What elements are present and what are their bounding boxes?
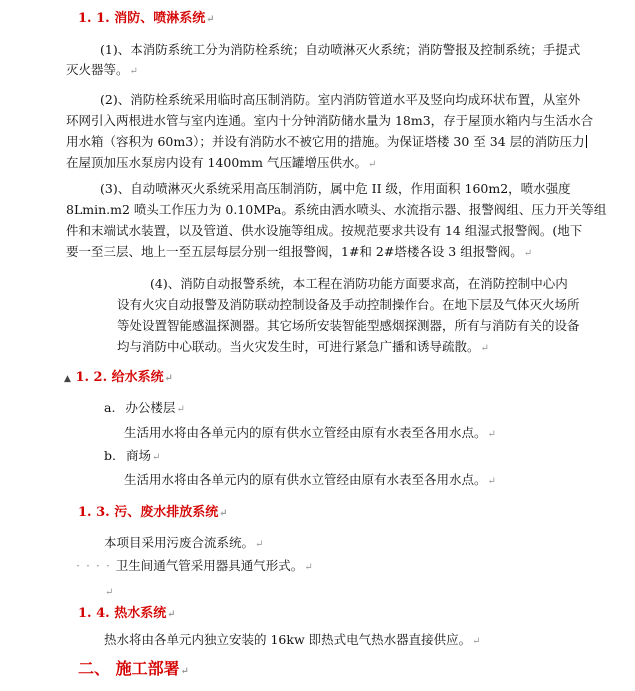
empty-paragraph (104, 583, 113, 601)
section-title: 热水系统 (114, 606, 167, 621)
list-item-a (104, 400, 185, 418)
paragraph-mark-icon: ↵ (105, 587, 114, 598)
paragraph-line: 热水将由各单元内独立安装的 16kw 即热式电气热水器直接供应。↵ (104, 632, 481, 647)
list-title: 办公楼层 (125, 400, 176, 415)
section-heading-1-3 (78, 505, 228, 522)
section-heading-1-1 (78, 11, 215, 28)
paragraph-mark-icon: ↵ (367, 159, 377, 170)
list-title: 商场 (125, 448, 151, 463)
list-label: a. (104, 400, 116, 415)
section-heading-2 (78, 659, 189, 682)
paragraph-mark-icon: ↵ (219, 508, 228, 519)
paragraph-mark-icon: ↵ (472, 636, 481, 647)
paragraph-line: 灭火器等。↵ (66, 62, 138, 77)
paragraph-line: 均与消防中心联动。当火灾发生时，可进行紧急广播和诱导疏散。↵ (117, 339, 489, 354)
list-item-b (104, 448, 160, 466)
paragraph-line: (1)、本消防系统工分为消防栓系统；自动喷淋灭火系统；消防警报及控制系统；手提式 (100, 42, 581, 57)
paragraph-line: · · · · 卫生间通气管采用器具通气形式。↵ (76, 558, 313, 573)
paragraph-line: 8Lmin.m2 喷头工作压力为 0.10MPa。系统由洒水喷头、水流指示器、报警阀组、压力开关等组 (66, 202, 607, 217)
section-number: 二、 (78, 659, 111, 678)
paragraph-line: (3)、自动喷淋灭火系统采用高压制消防，属中危 II 级，作用面积 160m2，喷水强度 (100, 181, 571, 196)
paragraph-line: 等处设置智能感温探测器。其它场所安装智能型感烟探测器，所有与消防有关的设备 (117, 318, 580, 333)
paragraph-mark-icon: ↵ (487, 429, 496, 440)
paragraph-line: 环网引入两根进水管与室内连通。室内十分钟消防储水量为 18m3，存于屋顶水箱内与生活水合 (66, 113, 594, 128)
paragraph-mark-icon: ↵ (176, 404, 185, 415)
paragraph-mark-icon: ↵ (304, 562, 313, 573)
section-title: 污、废水排放系统 (114, 505, 219, 520)
paragraph-line: 本项目采用污废合流系统。↵ (104, 535, 264, 550)
paragraph-mark-icon: ↵ (151, 452, 161, 463)
paragraph-mark-icon: ↵ (255, 539, 264, 550)
paragraph-line: 生活用水将由各单元内的原有供水立管经由原有水表至各用水点。↵ (124, 425, 496, 440)
paragraph-line: (4)、消防自动报警系统，本工程在消防功能方面要求高，在消防控制中心内 (150, 276, 568, 291)
section-number: 1. 4. (78, 606, 110, 621)
section-title: 施工部署 (115, 659, 180, 678)
section-title: 给水系统 (111, 370, 164, 385)
section-title: 消防、喷淋系统 (114, 11, 206, 26)
section-number: 1. 3. (78, 505, 110, 520)
section-heading-1-4 (78, 606, 176, 623)
paragraph-mark-icon: ↵ (480, 343, 489, 354)
paragraph-mark-icon: ↵ (167, 609, 176, 620)
paragraph-line: (2)、消防栓系统采用临时高压制消防。室内消防管道水平及竖向均成环状布置，从室外 (100, 92, 581, 107)
text-cursor (586, 135, 587, 148)
paragraph-mark-icon: ↵ (129, 66, 138, 77)
paragraph-line: 件和末端试水装置，以及管道、供水设施等组成。按规范要求共设有 14 组湿式报警阀。(地下 (66, 223, 583, 238)
collapse-triangle-icon[interactable]: ▲ (64, 374, 71, 384)
paragraph-mark-icon: ↵ (164, 373, 174, 384)
paragraph-mark-icon: ↵ (180, 666, 189, 677)
section-number: 1. 2. (75, 370, 108, 385)
paragraph-mark-icon: ↵ (206, 14, 215, 25)
paragraph-line: 用水箱（容积为 60m3）；并设有消防水不被它用的措施。为保证塔楼 30 至 34 层的消防压力 (66, 134, 585, 149)
list-label: b. (104, 448, 116, 463)
section-number: 1. 1. (78, 11, 110, 26)
paragraph-line: 在屋顶加压水泵房内设有 1400mm 气压罐增压供水。↵ (66, 155, 377, 170)
paragraph-mark-icon: ↵ (523, 248, 533, 259)
paragraph-line: 要一至三层、地上一至五层每层分别一组报警阀，1#和 2#塔楼各设 3 组报警阀。↵ (66, 244, 533, 259)
paragraph-mark-icon: ↵ (487, 476, 496, 487)
paragraph-line: 设有火灾自动报警及消防联动控制设备及手动控制操作台。在地下层及气体灭火场所 (117, 297, 580, 312)
paragraph-line: 生活用水将由各单元内的原有供水立管经由原有水表至各用水点。↵ (124, 472, 496, 487)
tab-leader: · · · · (76, 558, 116, 573)
section-heading-1-2 (64, 370, 173, 387)
